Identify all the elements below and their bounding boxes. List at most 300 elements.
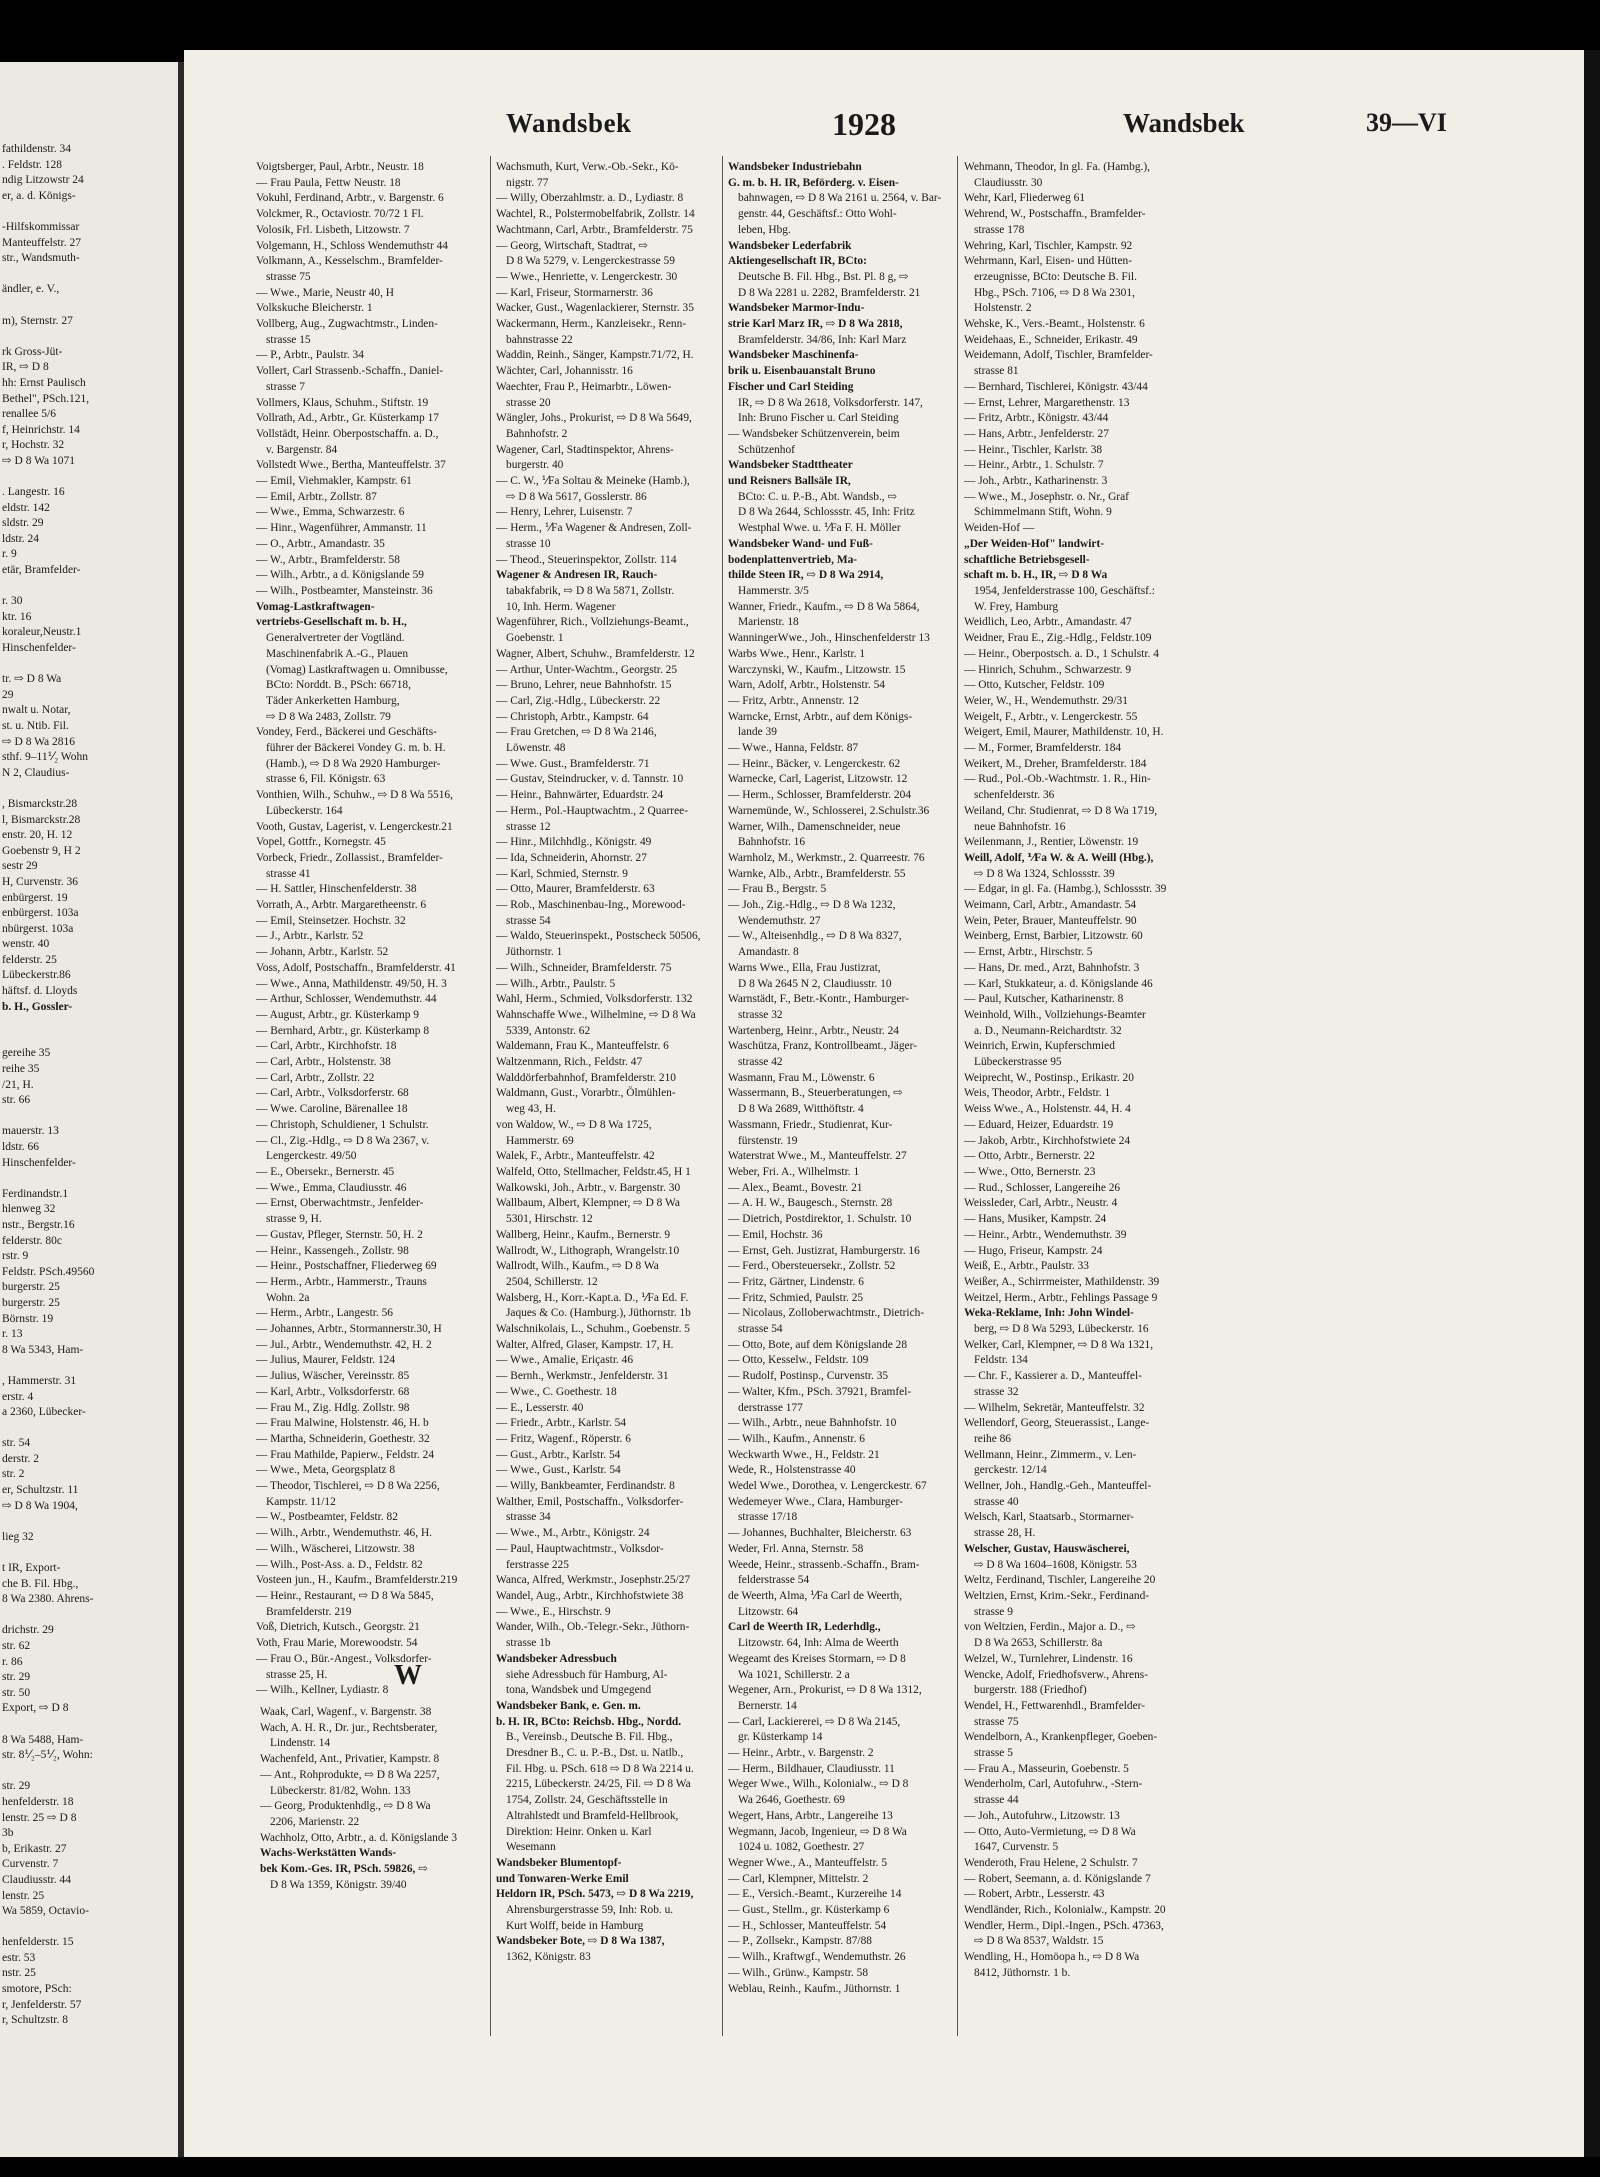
directory-entry: — Hinrich, Schuhm., Schwarzestr. 9: [964, 663, 1132, 676]
directory-entry: Wandsbeker Wand- und Fuß-: [728, 537, 873, 550]
directory-entry: ⇨ D 8 Wa 1071: [2, 454, 76, 467]
directory-entry: — Heinr., Restaurant, ⇨ D 8 Wa 5845,: [256, 1589, 434, 1602]
directory-entry: ⇨ D 8 Wa 1604–1608, Königstr. 53: [974, 1558, 1137, 1571]
directory-entry: strasse 5: [974, 1747, 1013, 1760]
directory-entry: Hinschenfelder-: [2, 1156, 76, 1169]
directory-entry: henfelderstr. 15: [2, 1936, 74, 1949]
directory-entry: ⇨ D 8 Wa 2816: [2, 735, 76, 748]
directory-entry: Wachtel, R., Polstermobelfabrik, Zollstr. 14: [496, 208, 695, 221]
directory-entry: [2, 1358, 176, 1374]
directory-entry: 8 Wa 5343, Ham-: [2, 1343, 84, 1356]
directory-entry: strasse 34: [506, 1511, 551, 1524]
directory-entry: Ahrensburgerstrasse 59, Inh: Rob. u.: [506, 1904, 674, 1917]
directory-entry: — Otto, Arbtr., Bernerstr. 22: [964, 1150, 1095, 1163]
directory-entry: — Georg, Produktenhdlg., ⇨ D 8 Wa: [260, 1800, 431, 1813]
directory-entry: -Hilfskommissar: [2, 220, 80, 233]
directory-entry: Weimann, Carl, Arbtr., Amandastr. 54: [964, 899, 1137, 912]
directory-entry: Jaques & Co. (Hamburg.), Jüthornstr. 1b: [506, 1307, 691, 1320]
directory-entry: Weinrich, Erwin, Kupferschmied: [964, 1040, 1115, 1053]
directory-entry: — P., Arbtr., Paulstr. 34: [256, 349, 364, 362]
directory-entry: strasse 7: [266, 380, 305, 393]
directory-entry: — Gust., Stellm., gr. Küsterkamp 6: [728, 1904, 890, 1917]
directory-entry: Generalvertreter der Vogtländ.: [266, 632, 405, 645]
directory-entry: Wehrmann, Karl, Eisen- und Hütten-: [964, 255, 1132, 268]
directory-entry: enbürgerst. 103a: [2, 907, 79, 920]
directory-entry: Walter, Alfred, Glaser, Kampstr. 17, H.: [496, 1338, 674, 1351]
directory-entry: Hbg., PSch. 7106, ⇨ D 8 Wa 2301,: [974, 286, 1135, 299]
directory-entry: str. 66: [2, 1094, 31, 1107]
directory-entry: bek Kom.-Ges. IR, PSch. 59826, ⇨: [260, 1863, 428, 1876]
directory-entry: strasse 178: [974, 223, 1025, 236]
directory-entry: Wehske, K., Vers.-Beamt., Holstenstr. 6: [964, 318, 1145, 331]
directory-entry: — Georg, Wirtschaft, Stadtrat, ⇨: [496, 239, 648, 252]
directory-entry: strasse 17/18: [738, 1511, 798, 1524]
directory-entry: Fil. Hbg. u. PSch. 618 ⇨ D 8 Wa 2214 u.: [506, 1762, 694, 1775]
directory-entry: und Tonwaren-Werke Emil: [496, 1872, 629, 1885]
directory-entry: D 8 Wa 2644, Schlossstr. 45, Inh: Fritz: [738, 506, 915, 519]
directory-entry: st. u. Ntib. Fil.: [2, 719, 69, 732]
directory-entry: — Heinr., Tischler, Karlstr. 38: [964, 443, 1103, 456]
directory-entry: von Waldow, W., ⇨ D 8 Wa 1725,: [496, 1118, 652, 1131]
directory-entry: strasse 1b: [506, 1637, 551, 1650]
directory-entry: Wallberg, Heinr., Kaufm., Bernerstr. 9: [496, 1228, 671, 1241]
directory-entry: — Wwe., Gust., Karlstr. 54: [496, 1464, 621, 1477]
directory-entry: strie Karl Marz IR, ⇨ D 8 Wa 2818,: [728, 318, 903, 331]
directory-entry: Weltzien, Ernst, Krim.-Sekr., Ferdinand-: [964, 1589, 1150, 1602]
directory-entry: strasse 20: [506, 396, 551, 409]
directory-entry: r. 13: [2, 1328, 23, 1341]
directory-entry: che B. Fil. Hbg.,: [2, 1577, 79, 1590]
directory-entry: — Wilh., Kellner, Lydiastr. 8: [256, 1684, 389, 1697]
directory-entry: reihe 86: [974, 1432, 1012, 1445]
directory-entry: bodenplattenvertrieb, Ma-: [728, 553, 858, 566]
directory-entry: und Reisners Ballsäle IR,: [728, 475, 851, 488]
directory-entry: strasse 32: [974, 1385, 1019, 1398]
directory-entry: häftsf. d. Lloyds: [2, 985, 78, 998]
directory-entry: [2, 1109, 176, 1125]
directory-entry: [2, 1031, 176, 1047]
directory-entry: str. 29: [2, 1780, 31, 1793]
directory-entry: — Theod., Steuerinspektor, Zollstr. 114: [496, 553, 677, 566]
directory-entry: Weilenmann, J., Rentier, Löwenstr. 19: [964, 836, 1139, 849]
directory-entry: str. 29: [2, 1671, 31, 1684]
directory-entry: 1024 u. 1082, Goethestr. 27: [738, 1841, 865, 1854]
directory-entry: [2, 657, 176, 673]
directory-entry: Warczynski, W., Kaufm., Litzowstr. 15: [728, 663, 906, 676]
directory-entry: N 2, Claudius-: [2, 766, 70, 779]
directory-entry: strasse 40: [974, 1495, 1019, 1508]
directory-entry: er, a. d. Königs-: [2, 189, 76, 202]
directory-entry: — Fritz, Schmied, Paulstr. 25: [728, 1291, 864, 1304]
directory-entry: (Vomag) Lastkraftwagen u. Omnibusse,: [266, 663, 448, 676]
directory-entry: — Frau O., Bür.-Angest., Volksdorfer-: [256, 1652, 432, 1665]
directory-entry: Vollstedt Wwe., Bertha, Manteuffelstr. 37: [256, 459, 446, 472]
directory-entry: Hammerstr. 69: [506, 1134, 574, 1147]
directory-entry: — Emil, Viehmakler, Kampstr. 61: [256, 475, 412, 488]
directory-entry: strasse 25, H.: [266, 1668, 328, 1681]
directory-entry: — Herm., Arbtr., Langestr. 56: [256, 1307, 393, 1320]
directory-entry: Warbs Wwe., Henr., Karlstr. 1: [728, 647, 866, 660]
directory-entry: Warnecke, Carl, Lagerist, Litzowstr. 12: [728, 773, 908, 786]
directory-entry: Wendler, Herm., Dipl.-Ingen., PSch. 47363,: [964, 1919, 1164, 1932]
directory-entry: Weiland, Chr. Studienrat, ⇨ D 8 Wa 1719,: [964, 804, 1158, 817]
directory-entry: — Bruno, Lehrer, neue Bahnhofstr. 15: [496, 679, 672, 692]
directory-entry: nstr. 25: [2, 1967, 36, 1980]
directory-entry: Wehmann, Theodor, In gl. Fa. (Hambg.),: [964, 161, 1151, 173]
directory-entry: — Wwe., M., Josephstr. o. Nr., Graf: [964, 490, 1129, 503]
directory-entry: — Edgar, in gl. Fa. (Hambg.), Schlossstr. 39: [964, 883, 1167, 896]
directory-entry: Jüthornstr. 1: [506, 946, 563, 959]
directory-entry: Bramfelderstr. 34/86, Inh: Karl Marz: [738, 333, 907, 346]
directory-entry: — Heinr., Arbtr., v. Bargenstr. 2: [728, 1747, 874, 1760]
directory-entry: Wendel, H., Fettwarenhdl., Bramfelder-: [964, 1699, 1146, 1712]
directory-entry: Weill, Adolf, ⅟Fa W. & A. Weill (Hbg.),: [964, 851, 1154, 864]
directory-entry: — Robert, Arbtr., Lesserstr. 43: [964, 1888, 1105, 1901]
directory-entry: — Otto, Kutscher, Feldstr. 109: [964, 679, 1105, 692]
directory-entry: schenfelderstr. 36: [974, 789, 1055, 802]
page-header: [184, 108, 1584, 144]
directory-entry: Weidner, Frau E., Zig.-Hdlg., Feldstr.109: [964, 632, 1152, 645]
directory-entry: Weissleder, Carl, Arbtr., Neustr. 4: [964, 1197, 1118, 1210]
directory-entry: berg, ⇨ D 8 Wa 5293, Lübeckerstr. 16: [974, 1323, 1149, 1336]
directory-entry: — Julius, Maurer, Feldstr. 124: [256, 1354, 396, 1367]
directory-entry: ⇨ D 8 Wa 8537, Waldstr. 15: [974, 1935, 1104, 1948]
directory-entry: Altrahlstedt und Bramfeld-Hellbrook,: [506, 1809, 679, 1822]
directory-entry: 1954, Jenfelderstrasse 100, Geschäftsf.:: [974, 584, 1155, 597]
directory-entry: nstr., Bergstr.16: [2, 1218, 75, 1231]
directory-entry: koraleur,Neustr.1: [2, 626, 82, 639]
directory-entry: 29: [2, 688, 14, 701]
directory-entry: erstr. 4: [2, 1390, 34, 1403]
directory-entry: — August, Arbtr., gr. Küsterkamp 9: [256, 1008, 419, 1021]
directory-entry: Warns Wwe., Ella, Frau Justizrat,: [728, 961, 881, 974]
directory-entry: — Johann, Arbtr., Karlstr. 52: [256, 946, 389, 959]
directory-entry: Weigelt, F., Arbtr., v. Lengerckestr. 55: [964, 710, 1138, 723]
directory-entry: drichstr. 29: [2, 1624, 54, 1637]
directory-entry: — Frau M., Zig. Hdlg. Zollstr. 98: [256, 1401, 410, 1414]
directory-entry: Wegmann, Jacob, Ingenieur, ⇨ D 8 Wa: [728, 1825, 907, 1838]
directory-entry: nbürgerst. 103a: [2, 922, 74, 935]
directory-entry: Wenderoth, Frau Helene, 2 Schulstr. 7: [964, 1856, 1138, 1869]
directory-entry: Volosik, Frl. Lisbeth, Litzowstr. 7: [256, 223, 410, 236]
directory-entry: Weitzel, Herm., Arbtr., Fehlings Passage 9: [964, 1291, 1158, 1304]
directory-entry: — Dietrich, Postdirektor, 1. Schulstr. 10: [728, 1213, 912, 1226]
directory-entry: r, Hochstr. 32: [2, 439, 65, 452]
directory-entry: Vorrath, A., Arbtr. Margaretheenstr. 6: [256, 899, 427, 912]
directory-entry: Weltz, Ferdinand, Tischler, Langereihe 20: [964, 1574, 1156, 1587]
directory-entry: Manteuffelstr. 27: [2, 236, 81, 249]
directory-entry: — Otto, Maurer, Bramfelderstr. 63: [496, 883, 655, 896]
directory-entry: 5301, Hirschstr. 12: [506, 1213, 593, 1226]
directory-entry: — Fritz, Arbtr., Annenstr. 12: [728, 694, 859, 707]
directory-entry: Wandsbeker Industriebahn: [728, 161, 862, 173]
directory-entry: [2, 469, 176, 485]
directory-entry: IR, ⇨ D 8 Wa 2618, Volksdorferstr. 147,: [738, 396, 923, 409]
directory-entry: Waldemann, Frau K., Manteuffelstr. 6: [496, 1040, 669, 1053]
directory-entry: derstr. 2: [2, 1452, 40, 1465]
directory-entry: Börnstr. 19: [2, 1312, 54, 1325]
directory-entry: felderstrasse 54: [738, 1574, 810, 1587]
directory-entry: — Wwe. Gust., Bramfelderstr. 71: [496, 757, 650, 770]
directory-entry: Kurt Wolff, beide in Hamburg: [506, 1919, 644, 1932]
directory-entry: felderstr. 80c: [2, 1234, 63, 1247]
directory-entry: hh: Ernst Paulisch: [2, 376, 86, 389]
directory-entry: Wehr, Karl, Fliederweg 61: [964, 192, 1086, 205]
directory-entry: ldstr. 66: [2, 1141, 40, 1153]
directory-entry: v. Bargenstr. 84: [266, 443, 338, 456]
directory-entry: de Weerth, Alma, ⅟Fa Carl de Weerth,: [728, 1589, 903, 1602]
directory-entry: strasse 9: [974, 1605, 1013, 1618]
directory-entry: Volkmann, A., Kesselschm., Bramfelder-: [256, 255, 443, 268]
directory-entry: ktr. 16: [2, 610, 32, 623]
directory-entry: Wach, A. H. R., Dr. jur., Rechtsberater,: [260, 1721, 438, 1734]
directory-entry: Walek, F., Arbtr., Manteuffelstr. 42: [496, 1150, 655, 1163]
directory-entry: — Wilh., Kaufm., Annenstr. 6: [728, 1432, 865, 1445]
directory-entry: Litzowstr. 64: [738, 1605, 799, 1618]
directory-entry: — Frau B., Bergstr. 5: [728, 883, 827, 896]
directory-entry: Welscher, Gustav, Hauswäscherei,: [964, 1542, 1130, 1555]
directory-entry: strasse 75: [266, 270, 311, 283]
directory-entry: — Wwe., Hanna, Feldstr. 87: [728, 742, 859, 755]
directory-entry: Weede, Heinr., strassenb.-Schaffn., Bram-: [728, 1558, 920, 1571]
directory-entry: — Wwe. Caroline, Bärenallee 18: [256, 1103, 408, 1116]
directory-entry: strasse 54: [738, 1323, 783, 1336]
directory-entry: Walther, Emil, Postschaffn., Volksdorfer-: [496, 1495, 684, 1508]
directory-entry: lenstr. 25: [2, 1889, 45, 1902]
directory-entry: erzeugnisse, BCto: Deutsche B. Fil.: [974, 270, 1137, 283]
directory-entry: 2206, Marienstr. 22: [270, 1815, 360, 1828]
column-4: [964, 160, 1182, 1982]
directory-entry: strasse 81: [974, 365, 1019, 378]
directory-entry: Goebenstr 9, H 2: [2, 844, 81, 857]
directory-entry: str. 50: [2, 1686, 31, 1699]
directory-entry: Lübeckerstr.86: [2, 969, 71, 982]
directory-entry: — Otto, Auto-Vermietung, ⇨ D 8 Wa: [964, 1825, 1136, 1838]
directory-entry: Walsberg, H., Korr.-Kapt.a. D., ⅟Fa Ed. F.: [496, 1291, 689, 1304]
directory-entry: — Wilh., Post-Ass. a. D., Feldstr. 82: [256, 1558, 423, 1571]
directory-entry: r. 30: [2, 595, 23, 608]
directory-entry: Litzowstr. 64, Inh: Alma de Weerth: [738, 1637, 899, 1650]
directory-entry: Wachs-Werkstätten Wands-: [260, 1847, 397, 1860]
directory-entry: — Joh., Zig.-Hdlg., ⇨ D 8 Wa 1232,: [728, 899, 896, 912]
directory-entry: WanningerWwe., Joh., Hinschenfelderstr 13: [728, 632, 930, 645]
directory-entry: siehe Adressbuch für Hamburg, Al-: [506, 1668, 668, 1681]
directory-entry: D 8 Wa 2653, Schillerstr. 8a: [974, 1637, 1103, 1650]
directory-entry: Warnemünde, W., Schlosserei, 2.Schulstr.36: [728, 804, 930, 817]
directory-entry: l, Bismarckstr.28: [2, 813, 81, 826]
directory-entry: [2, 579, 176, 595]
directory-entry: Weidehaas, E., Schneider, Erikastr. 49: [964, 333, 1138, 346]
directory-entry: b. H. IR, BCto: Reichsb. Hbg., Nordd.: [496, 1715, 682, 1728]
directory-entry: D 8 Wa 2281 u. 2282, Bramfelderstr. 21: [738, 286, 921, 299]
directory-entry: — Heinr., Arbtr., Wendemuthstr. 39: [964, 1228, 1127, 1241]
directory-entry: Wachsmuth, Kurt, Verw.-Ob.-Sekr., Kö-: [496, 161, 679, 173]
directory-entry: Bethel", PSch.121,: [2, 392, 90, 405]
directory-entry: Wenderholm, Carl, Autofuhrw., -Stern-: [964, 1778, 1143, 1791]
directory-entry: Wallbaum, Albert, Klempner, ⇨ D 8 Wa: [496, 1197, 680, 1210]
directory-entry: ferstrasse 225: [506, 1558, 569, 1571]
directory-entry: — Julius, Wäscher, Vereinsstr. 85: [256, 1370, 410, 1383]
directory-entry: Voth, Frau Marie, Morewoodstr. 54: [256, 1637, 418, 1650]
directory-entry: Vollrath, Ad., Arbtr., Gr. Küsterkamp 17: [256, 412, 439, 425]
column-rule: [722, 156, 723, 2036]
directory-entry: Weinhold, Wilh., Vollziehungs-Beamter: [964, 1008, 1146, 1021]
directory-entry: — Heinr., Oberpostsch. a. D., 1 Schulstr. 4: [964, 647, 1159, 660]
directory-entry: — Christoph, Schuldiener, 1 Schulstr.: [256, 1118, 429, 1131]
directory-entry: — W., Alteisenhdlg., ⇨ D 8 Wa 8327,: [728, 930, 902, 943]
directory-entry: — Friedr., Arbtr., Karlstr. 54: [496, 1417, 627, 1430]
directory-entry: G. m. b. H. IR, Beförderg. v. Eisen-: [728, 176, 899, 189]
directory-entry: — Martha, Schneiderin, Goethestr. 32: [256, 1432, 430, 1445]
directory-entry: Weblau, Reinh., Kaufm., Jüthornstr. 1: [728, 1982, 901, 1995]
directory-entry: Vollberg, Aug., Zugwachtmstr., Linden-: [256, 318, 438, 331]
directory-entry: Walfeld, Otto, Stellmacher, Feldstr.45, H 1: [496, 1166, 691, 1178]
directory-entry: — Wilh., Kraftwgf., Wendemuthstr. 26: [728, 1951, 906, 1964]
directory-entry: Weidlich, Leo, Arbtr., Amandastr. 47: [964, 616, 1132, 629]
directory-entry: — Fritz, Wagenf., Röperstr. 6: [496, 1432, 631, 1445]
directory-entry: genstr. 44, Geschäftsf.: Otto Wohl-: [738, 208, 897, 221]
directory-entry: Waddin, Reinh., Sänger, Kampstr.71/72, H.: [496, 349, 694, 362]
directory-entry: D 8 Wa 2689, Witthöftstr. 4: [738, 1103, 864, 1116]
directory-entry: — Wilh., Arbtr., Wendemuthstr. 46, H.: [256, 1527, 433, 1540]
directory-entry: thilde Steen IR, ⇨ D 8 Wa 2914,: [728, 569, 884, 582]
directory-entry: — Otto, Bote, auf dem Königslande 28: [728, 1338, 908, 1351]
directory-entry: führer der Bäckerei Vondey G. m. b. H.: [266, 742, 446, 755]
directory-entry: b. H., Gossler-: [2, 1000, 73, 1013]
directory-entry: — Emil, Arbtr., Zollstr. 87: [256, 490, 377, 503]
directory-entry: Lübeckerstr. 164: [266, 804, 343, 817]
directory-entry: — Wilh., Arbtr., a d. Königslande 59: [256, 569, 424, 582]
directory-entry: Wandsbeker Lederfabrik: [728, 239, 852, 252]
directory-entry: — Wwe., Emma, Schwarzestr. 6: [256, 506, 405, 519]
directory-entry: — Johannes, Buchhalter, Bleicherstr. 63: [728, 1527, 912, 1540]
directory-entry: enstr. 20, H. 12: [2, 829, 73, 842]
directory-entry: Wedemeyer Wwe., Clara, Hamburger-: [728, 1495, 903, 1508]
directory-entry: enbürgerst. 19: [2, 891, 68, 904]
directory-entry: Aktiengesellschaft IR, BCto:: [728, 255, 867, 268]
directory-entry: Wesemann: [506, 1841, 556, 1854]
directory-entry: — Robert, Seemann, a. d. Königslande 7: [964, 1872, 1151, 1885]
directory-entry: burgerstr. 25: [2, 1281, 60, 1294]
directory-entry: Weißer, A., Schirrmeister, Mathildenstr. 39: [964, 1275, 1160, 1288]
directory-entry: strasse 10: [506, 537, 551, 550]
directory-entry: Wendländer, Rich., Kolonialw., Kampstr. 20: [964, 1904, 1166, 1917]
directory-entry: t IR, Export-: [2, 1562, 61, 1575]
directory-entry: etär, Bramfelder-: [2, 564, 81, 577]
directory-entry: lenstr. 25 ⇨ D 8: [2, 1811, 77, 1824]
directory-entry: — A. H. W., Baugesch., Sternstr. 28: [728, 1197, 893, 1210]
directory-entry: D 8 Wa 2645 N 2, Claudiusstr. 10: [738, 977, 892, 990]
directory-entry: lieg 32: [2, 1530, 34, 1543]
directory-entry: Weder, Frl. Anna, Sternstr. 58: [728, 1542, 864, 1555]
directory-entry: hlenweg 32: [2, 1203, 56, 1216]
directory-entry: strasse 9, H.: [266, 1213, 322, 1226]
directory-entry: 1754, Zollstr. 24, Geschäftsstelle in: [506, 1794, 668, 1807]
directory-entry: — Carl, Arbtr., Kirchhofstr. 18: [256, 1040, 397, 1053]
directory-entry: [2, 267, 176, 283]
directory-entry: Waechter, Frau P., Heimarbtr., Löwen-: [496, 380, 672, 393]
directory-entry: — C. W., ⅟Fa Soltau & Meineke (Hamb.),: [496, 475, 690, 488]
directory-entry: r. 9: [2, 548, 17, 561]
directory-entry: str. 8⅟₂–5⅟₂, Wohn:: [2, 1749, 93, 1762]
directory-entry: Wängler, Johs., Prokurist, ⇨ D 8 Wa 5649,: [496, 412, 692, 425]
directory-entry: ⇨ D 8 Wa 1904,: [2, 1499, 78, 1512]
directory-entry: IR, ⇨ D 8: [2, 361, 49, 374]
directory-entry: Wassmann, Friedr., Studienrat, Kur-: [728, 1118, 893, 1131]
directory-entry: — Johannes, Arbtr., Stormannerstr.30, H: [256, 1323, 442, 1336]
directory-entry: [2, 1608, 176, 1624]
directory-entry: reihe 35: [2, 1063, 40, 1076]
directory-entry: — Carl, Lackiererei, ⇨ D 8 Wa 2145,: [728, 1715, 901, 1728]
directory-entry: — Heinr., Kassengeh., Zollstr. 98: [256, 1244, 409, 1257]
directory-entry: — Carl, Arbtr., Holstenstr. 38: [256, 1056, 391, 1069]
directory-entry: strasse 54: [506, 914, 551, 927]
directory-entry: Wellner, Joh., Handlg.-Geh., Manteuffel-: [964, 1480, 1152, 1493]
directory-entry: Warn, Adolf, Arbtr., Holstenstr. 54: [728, 679, 885, 692]
directory-entry: Vokuhl, Ferdinand, Arbtr., v. Bargenstr. 6: [256, 192, 444, 205]
directory-entry: strasse 6, Fil. Königstr. 63: [266, 773, 386, 786]
directory-entry: burgerstr. 40: [506, 459, 564, 472]
header-year: 1928: [832, 106, 896, 142]
directory-entry: Feldstr. PSch.49560: [2, 1265, 95, 1278]
header-page-number: 39—VI: [1366, 108, 1447, 137]
directory-entry: leben, Hbg.: [738, 223, 791, 236]
directory-entry: Weiß, E., Arbtr., Paulstr. 33: [964, 1260, 1090, 1273]
directory-entry: Claudiusstr. 44: [2, 1873, 72, 1886]
directory-entry: — Wilh., Schneider, Bramfelderstr. 75: [496, 961, 672, 974]
directory-entry: Warner, Wilh., Damenschneider, neue: [728, 820, 901, 833]
column-rule: [490, 156, 491, 2036]
directory-entry: eldstr. 142: [2, 501, 50, 514]
directory-entry: „Der Weiden-Hof" landwirt-: [964, 537, 1105, 550]
directory-entry: /21, H.: [2, 1078, 34, 1091]
directory-entry: 5339, Antonstr. 62: [506, 1024, 591, 1037]
directory-entry: — Rud., Schlosser, Langereihe 26: [964, 1181, 1121, 1194]
directory-entry: Vosteen jun., H., Kaufm., Bramfelderstr.219: [256, 1574, 458, 1587]
directory-entry: — Wilh., Arbtr., neue Bahnhofstr. 10: [728, 1417, 897, 1430]
directory-entry: — W., Postbeamter, Feldstr. 82: [256, 1511, 398, 1524]
directory-entry: Vondey, Ferd., Bäckerei und Geschäfts-: [256, 726, 437, 739]
directory-entry: Wedel Wwe., Dorothea, v. Lengerckestr. 67: [728, 1480, 927, 1493]
directory-entry: ⇨ D 8 Wa 1324, Schlossstr. 39: [974, 867, 1115, 880]
directory-entry: Wassermann, B., Steuerberatungen, ⇨: [728, 1087, 903, 1100]
directory-entry: Weiss Wwe., A., Holstenstr. 44, H. 4: [964, 1103, 1131, 1116]
directory-entry: Feldstr. 134: [974, 1354, 1028, 1367]
directory-entry: Wahl, Herm., Schmied, Volksdorferstr. 132: [496, 993, 693, 1006]
directory-entry: neue Bahnhofstr. 16: [974, 820, 1066, 833]
directory-entry: Warnstädt, F., Betr.-Kontr., Hamburger-: [728, 993, 909, 1006]
directory-entry: — Heinr., Bäcker, v. Lengerckestr. 62: [728, 757, 901, 770]
directory-entry: derstrasse 177: [738, 1401, 803, 1414]
directory-entry: Walkowski, Joh., Arbtr., v. Bargenstr. 30: [496, 1181, 681, 1194]
directory-entry: strasse 12: [506, 820, 551, 833]
directory-page: [184, 50, 1584, 2157]
directory-entry: Voigtsberger, Paul, Arbtr., Neustr. 18: [256, 161, 424, 173]
directory-entry: — Heinr., Postschaffner, Fliederweg 69: [256, 1260, 437, 1273]
scan-edge: [1584, 50, 1600, 2157]
directory-entry: [2, 329, 176, 345]
directory-entry: ändler, e. V.,: [2, 283, 60, 296]
directory-entry: . Langestr. 16: [2, 486, 65, 499]
directory-entry: Wegener, Arn., Prokurist, ⇨ D 8 Wa 1312,: [728, 1684, 922, 1697]
directory-entry: strasse 32: [738, 1008, 783, 1021]
directory-entry: fürstenstr. 19: [738, 1134, 798, 1147]
directory-entry: Claudiusstr. 30: [974, 176, 1043, 189]
directory-entry: — Ernst, Oberwachtmstr., Jenfelder-: [256, 1197, 424, 1210]
directory-entry: r, Jenfelderstr. 57: [2, 1998, 82, 2011]
directory-entry: Voss, Adolf, Postschaffn., Bramfelderstr. 41: [256, 961, 456, 974]
directory-entry: — Paul, Kutscher, Katharinenstr. 8: [964, 993, 1124, 1006]
